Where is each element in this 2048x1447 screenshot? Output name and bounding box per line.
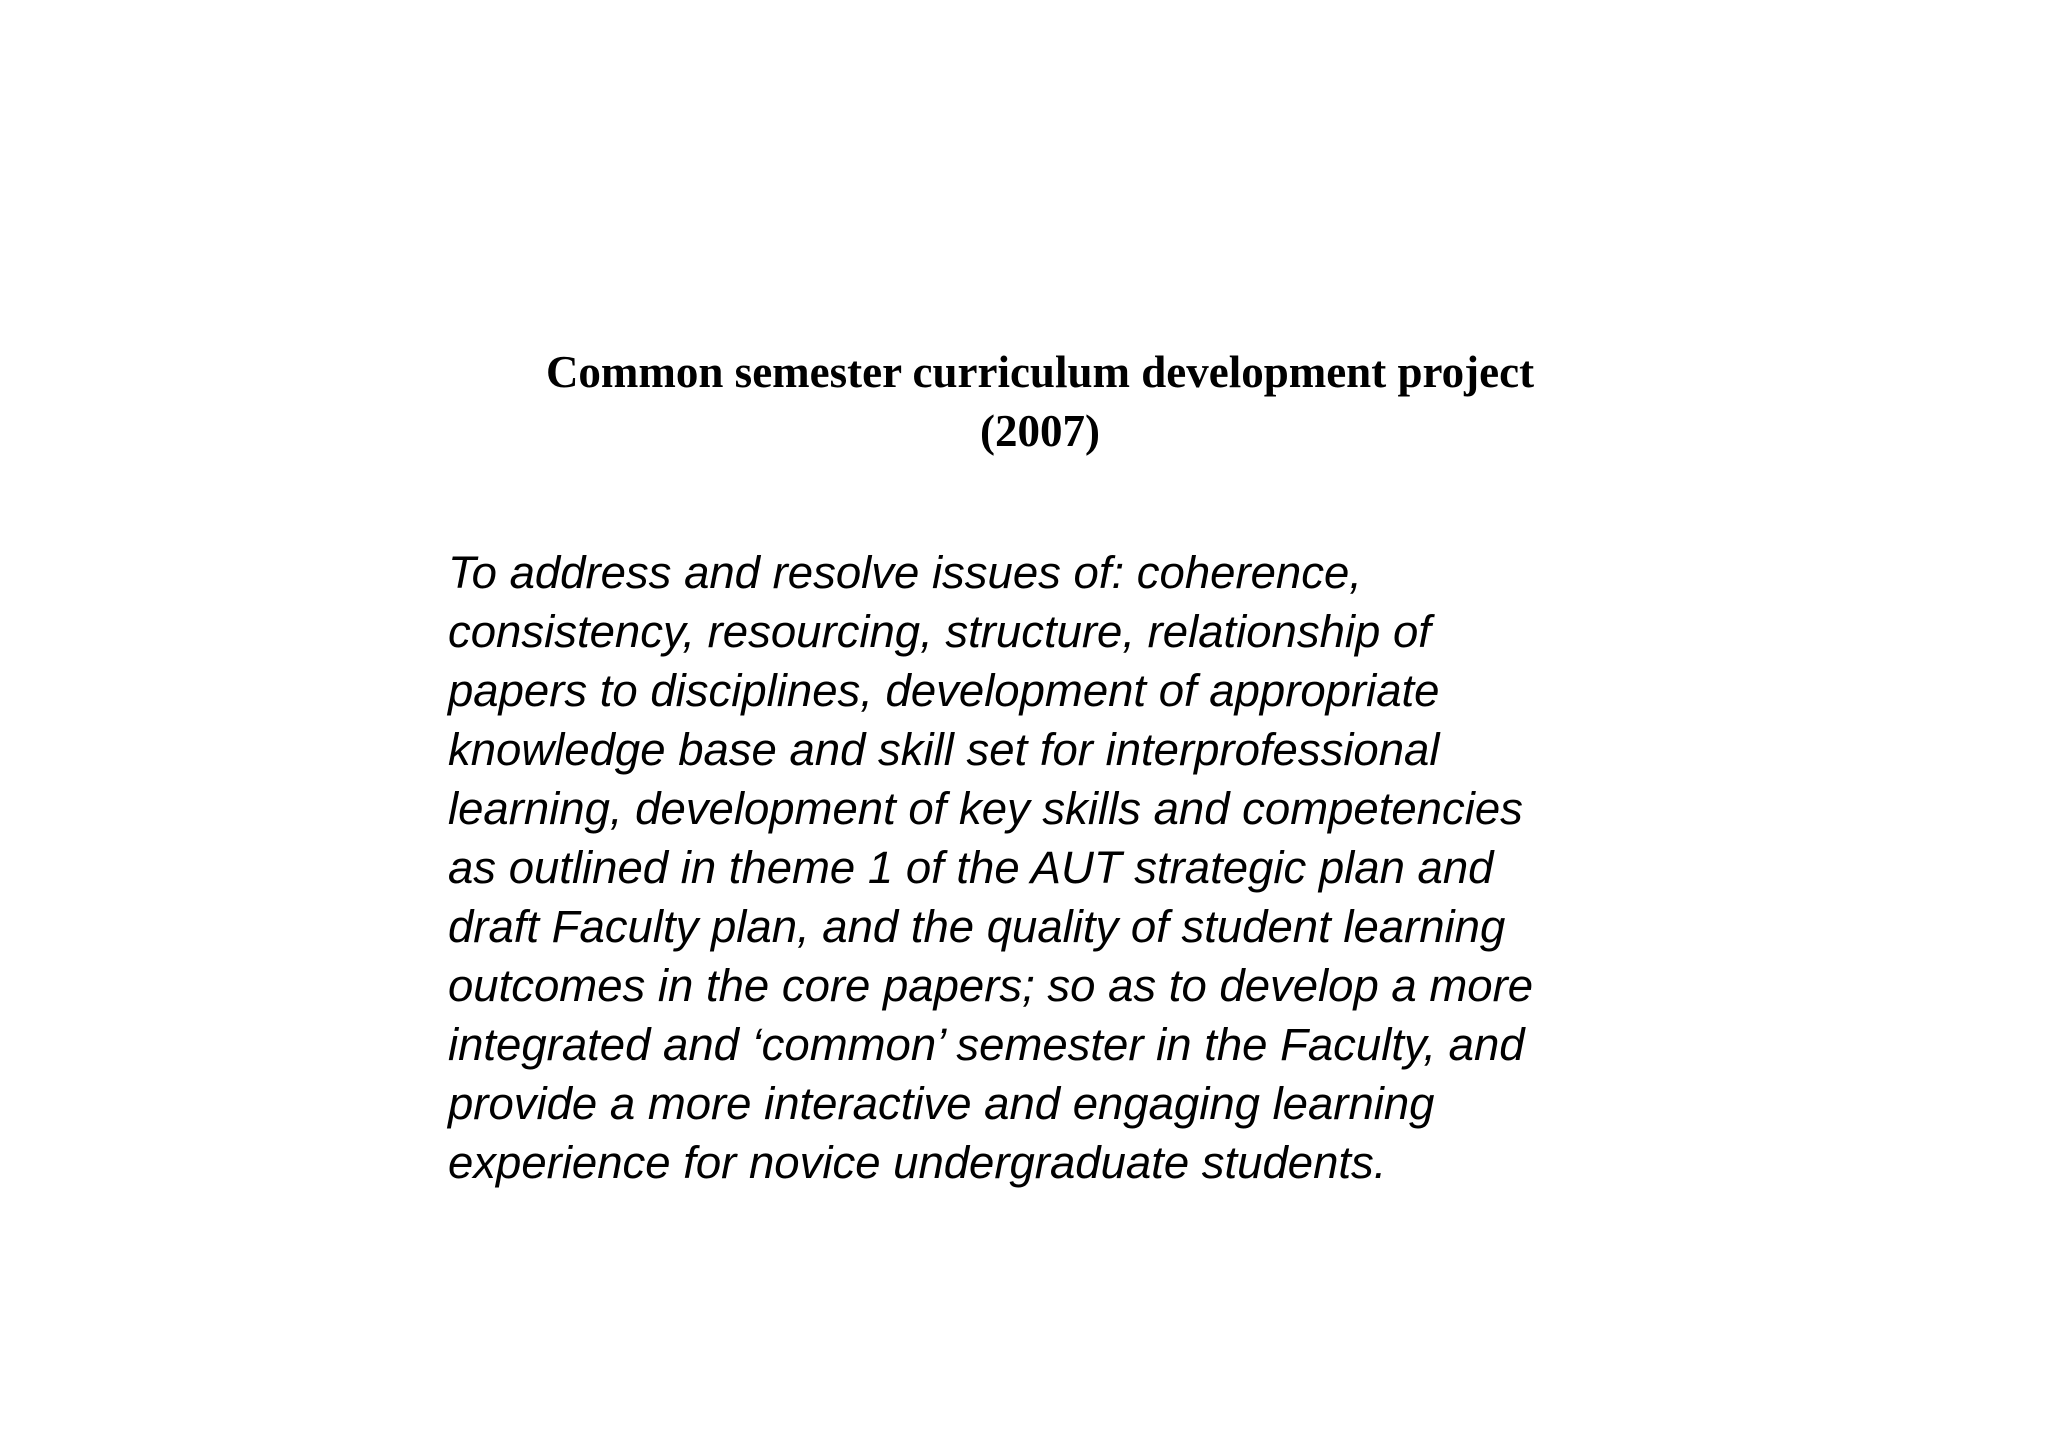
body-line: outcomes in the core papers; so as to develop a more (448, 960, 1534, 1011)
document-body-paragraph (448, 543, 1648, 1192)
body-line: integrated and ‘common’ semester in the Faculty, and (448, 1019, 1525, 1070)
body-line: provide a more interactive and engaging learning (448, 1078, 1435, 1129)
body-line: consistency, resourcing, structure, relationship of (448, 606, 1431, 657)
body-line: as outlined in theme 1 of the AUT strategic plan and (448, 842, 1494, 893)
body-line: papers to disciplines, development of appropriate (448, 665, 1440, 716)
body-line: To address and resolve issues of: coherence, (448, 547, 1362, 598)
document-title (505, 343, 1575, 461)
body-line: knowledge base and skill set for interprofessional (448, 724, 1440, 775)
body-line: draft Faculty plan, and the quality of student learning (448, 901, 1506, 952)
title-line: (2007) (980, 406, 1100, 456)
title-line: Common semester curriculum development project (545, 347, 1535, 397)
body-line: learning, development of key skills and competencies (448, 783, 1523, 834)
body-line: experience for novice undergraduate students. (448, 1137, 1387, 1188)
